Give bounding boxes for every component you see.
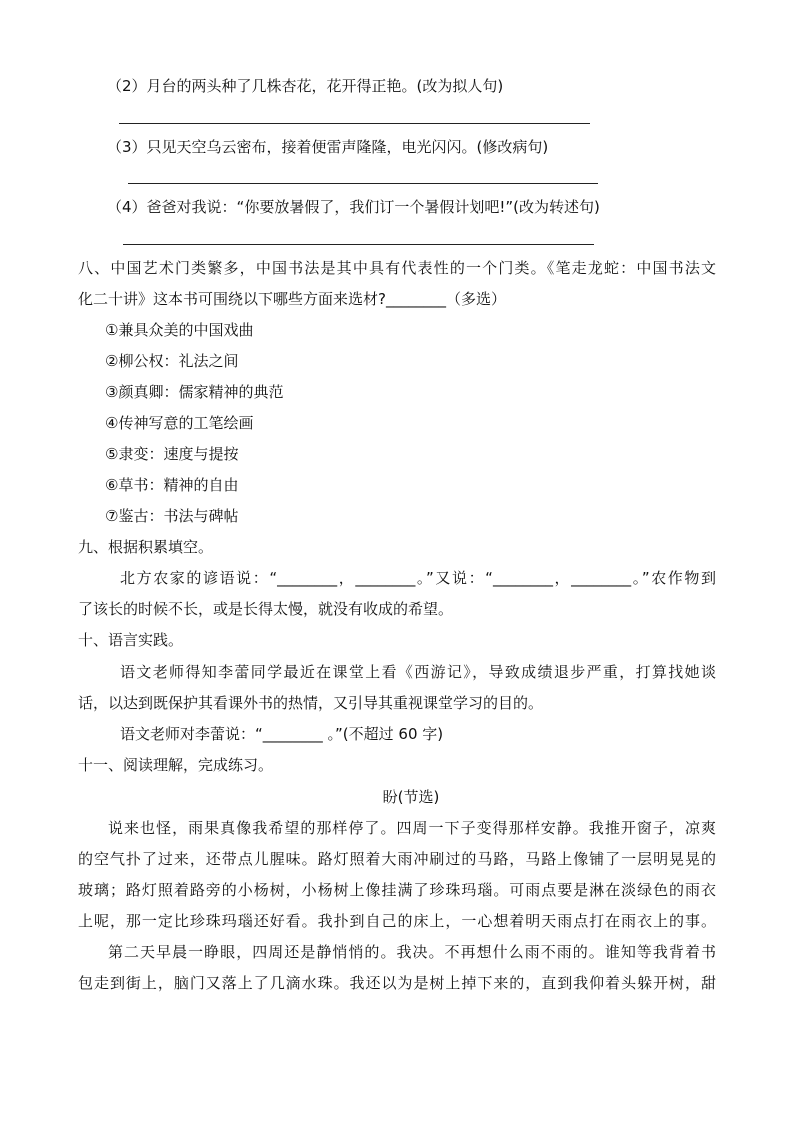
- section-10-line2: 话，以达到既保护其看课外书的热情，又引导其重视课堂学习的目的。: [78, 694, 544, 712]
- passage-p1-line1: 说来也怪，雨果真像我希望的那样停了。四周一下子变得那样安静。我推开窗子，凉爽: [108, 819, 716, 837]
- section-9-line1: 北方农家的谚语说：“________，________。”又说：“________，________。”农作物到: [120, 569, 716, 587]
- passage-p1-line2: 的空气扑了过来，还带点儿腥味。路灯照着大雨冲刷过的马路，马路上像铺了一层明晃晃的: [78, 850, 716, 868]
- section-10-heading: 十、语言实践。: [78, 631, 184, 649]
- question-8-text-line1: 八、中国艺术门类繁多，中国书法是其中具有代表性的一个门类。《笔走龙蛇：中国书法文: [78, 259, 716, 277]
- option-3: ③颜真卿：儒家精神的典范: [105, 383, 284, 401]
- passage-p2-line2: 包走到街上，脑门又落上了几滴水珠。我还以为是树上掉下来的，直到我仰着头躲开树，甜: [78, 974, 716, 992]
- option-1: ①兼具众美的中国戏曲: [105, 321, 254, 339]
- section-10-line3: 语文老师对李蕾说：“________ 。”(不超过 60 字): [120, 725, 444, 743]
- option-5: ⑤隶变：速度与提按: [105, 445, 239, 463]
- option-2: ②柳公权：礼法之间: [105, 352, 239, 370]
- answer-line-7-2[interactable]: [119, 123, 590, 124]
- question-7-4: （4）爸爸对我说：“你要放暑假了，我们订一个暑假计划吧!”(改为转述句): [107, 198, 600, 216]
- answer-line-7-3[interactable]: [128, 183, 598, 184]
- section-11-heading: 十一、阅读理解，完成练习。: [78, 756, 274, 774]
- passage-p1-line3: 玻璃；路灯照着路旁的小杨树，小杨树上像挂满了珍珠玛瑙。可雨点要是淋在淡绿色的雨衣: [78, 881, 716, 899]
- section-9-heading: 九、根据积累填空。: [78, 538, 214, 556]
- section-10-line1: 语文老师得知李蕾同学最近在课堂上看《西游记》，导致成绩退步严重，打算找她谈: [120, 663, 716, 681]
- option-4: ④传神写意的工笔绘画: [105, 414, 254, 432]
- answer-line-7-4[interactable]: [123, 244, 594, 245]
- passage-p2-line1: 第二天早晨一睁眼，四周还是静悄悄的。我决。不再想什么雨不雨的。谁知等我背着书: [108, 943, 716, 961]
- section-9-line2: 了该长的时候不长，或是长得太慢，就没有收成的希望。: [78, 600, 454, 618]
- option-6: ⑥草书：精神的自由: [105, 476, 239, 494]
- question-8-text-line2: 化二十讲》这本书可围绕以下哪些方面来选材?________（多选）: [78, 290, 506, 308]
- question-7-2: （2）月台的两头种了几株杏花，花开得正艳。(改为拟人句): [107, 77, 504, 95]
- option-7: ⑦鉴古：书法与碑帖: [105, 507, 239, 525]
- question-7-3: （3）只见天空乌云密布，接着便雷声隆隆，电光闪闪。(修改病句): [107, 138, 549, 156]
- passage-title: 盼(节选): [382, 788, 440, 806]
- passage-p1-line4: 上呢，那一定比珍珠玛瑙还好看。我扑到自己的床上，一心想着明天雨点打在雨衣上的事。: [78, 912, 716, 930]
